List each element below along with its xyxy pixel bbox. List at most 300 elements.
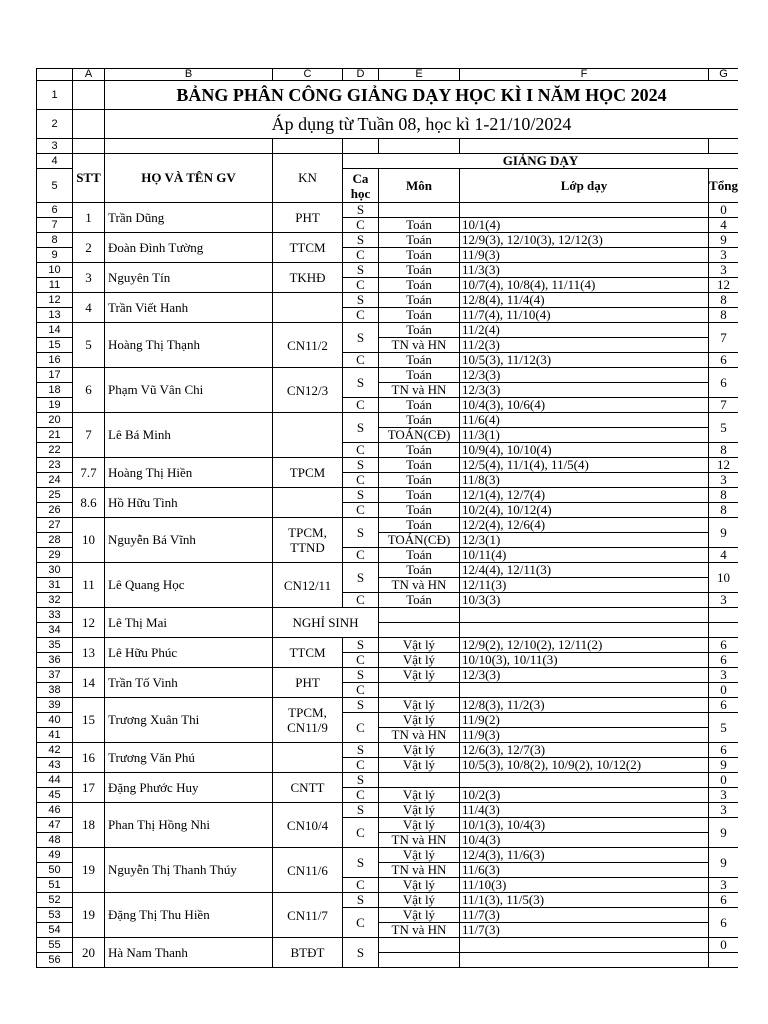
ca-hoc-cell[interactable]: S xyxy=(343,293,379,308)
column-header-c[interactable]: C xyxy=(273,69,343,81)
teacher-stt[interactable]: 10 xyxy=(73,518,105,563)
teacher-stt[interactable]: 2 xyxy=(73,233,105,263)
teacher-name[interactable]: Phan Thị Hồng Nhi xyxy=(105,803,273,848)
cell[interactable] xyxy=(73,110,105,139)
stt-header[interactable]: STT xyxy=(73,154,105,203)
mon-cell[interactable]: Toán xyxy=(379,563,460,578)
teacher-name[interactable]: Lê Thị Mai xyxy=(105,608,273,638)
row-number[interactable]: 6 xyxy=(37,203,73,218)
mon-cell[interactable]: Toán xyxy=(379,293,460,308)
mon-cell[interactable]: TN và HN xyxy=(379,923,460,938)
tong-cell[interactable]: 3 xyxy=(709,248,739,263)
row-number[interactable]: 55 xyxy=(37,938,73,953)
ca-hoc-cell[interactable]: C xyxy=(343,548,379,563)
row-number[interactable]: 4 xyxy=(37,154,73,169)
teacher-stt[interactable]: 4 xyxy=(73,293,105,323)
row-number[interactable]: 7 xyxy=(37,218,73,233)
tong-cell[interactable]: 9 xyxy=(709,518,739,548)
tong-cell[interactable]: 10 xyxy=(709,563,739,593)
ca-hoc-cell[interactable]: C xyxy=(343,398,379,413)
tong-cell[interactable]: 3 xyxy=(709,803,739,818)
ca-hoc-cell[interactable]: C xyxy=(343,683,379,698)
teacher-name[interactable]: Lê Hữu Phúc xyxy=(105,638,273,668)
row-number[interactable]: 24 xyxy=(37,473,73,488)
lop-day-cell[interactable]: 10/1(3), 10/4(3) xyxy=(460,818,709,833)
row-number[interactable]: 17 xyxy=(37,368,73,383)
mon-cell[interactable]: Vật lý xyxy=(379,698,460,713)
mon-cell[interactable]: TN và HN xyxy=(379,338,460,353)
mon-cell[interactable]: Toán xyxy=(379,488,460,503)
cell[interactable] xyxy=(73,139,105,154)
lop-day-cell[interactable]: 12/11(3) xyxy=(460,578,709,593)
name-header[interactable]: HỌ VÀ TÊN GV xyxy=(105,154,273,203)
row-number[interactable]: 35 xyxy=(37,638,73,653)
tong-cell[interactable]: 8 xyxy=(709,443,739,458)
row-number[interactable]: 45 xyxy=(37,788,73,803)
row-number[interactable]: 43 xyxy=(37,758,73,773)
row-number[interactable]: 21 xyxy=(37,428,73,443)
tong-cell[interactable]: 0 xyxy=(709,203,739,218)
teacher-kn[interactable] xyxy=(273,293,343,323)
ca-hoc-cell[interactable]: C xyxy=(343,473,379,488)
row-number[interactable]: 3 xyxy=(37,139,73,154)
ca-hoc-cell[interactable]: C xyxy=(343,248,379,263)
lop-day-cell[interactable] xyxy=(460,953,709,968)
tong-cell[interactable]: 9 xyxy=(709,818,739,848)
ca-hoc-cell[interactable]: S xyxy=(343,893,379,908)
lop-day-cell[interactable]: 11/3(3) xyxy=(460,263,709,278)
lop-day-cell[interactable]: 10/7(4), 10/8(4), 11/11(4) xyxy=(460,278,709,293)
lop-day-cell[interactable]: 12/4(4), 12/11(3) xyxy=(460,563,709,578)
teacher-name[interactable]: Đặng Phước Huy xyxy=(105,773,273,803)
lop-day-cell[interactable] xyxy=(460,203,709,218)
lop-day-cell[interactable]: 10/2(4), 10/12(4) xyxy=(460,503,709,518)
mon-cell[interactable]: Toán xyxy=(379,518,460,533)
teacher-stt[interactable]: 17 xyxy=(73,773,105,803)
lop-day-cell[interactable] xyxy=(460,608,709,623)
row-number[interactable]: 16 xyxy=(37,353,73,368)
tong-cell[interactable] xyxy=(709,608,739,623)
mon-cell[interactable] xyxy=(379,953,460,968)
mon-cell[interactable]: TN và HN xyxy=(379,728,460,743)
ca-hoc-cell[interactable]: S xyxy=(343,803,379,818)
row-number[interactable]: 40 xyxy=(37,713,73,728)
kn-header[interactable]: KN xyxy=(273,154,343,203)
row-number[interactable]: 14 xyxy=(37,323,73,338)
tong-cell[interactable]: 6 xyxy=(709,368,739,398)
cell[interactable] xyxy=(105,139,273,154)
teacher-stt[interactable]: 19 xyxy=(73,893,105,938)
lop-day-cell[interactable]: 12/3(3) xyxy=(460,368,709,383)
mon-cell[interactable] xyxy=(379,683,460,698)
mon-cell[interactable]: Toán xyxy=(379,278,460,293)
ca-hoc-cell[interactable]: S xyxy=(343,638,379,653)
row-number[interactable]: 31 xyxy=(37,578,73,593)
row-number[interactable]: 46 xyxy=(37,803,73,818)
row-number[interactable]: 13 xyxy=(37,308,73,323)
ca-hoc-cell[interactable]: S xyxy=(343,413,379,443)
mon-cell[interactable]: TN và HN xyxy=(379,383,460,398)
tong-cell[interactable]: 6 xyxy=(709,638,739,653)
row-number[interactable]: 32 xyxy=(37,593,73,608)
tong-cell[interactable] xyxy=(709,623,739,638)
tong-cell[interactable]: 6 xyxy=(709,893,739,908)
ca-hoc-cell[interactable]: C xyxy=(343,353,379,368)
mon-cell[interactable]: Toán xyxy=(379,218,460,233)
row-number[interactable]: 23 xyxy=(37,458,73,473)
row-number[interactable]: 22 xyxy=(37,443,73,458)
teacher-name[interactable]: Nguyên Tín xyxy=(105,263,273,293)
row-number[interactable]: 49 xyxy=(37,848,73,863)
column-header-g[interactable]: G xyxy=(709,69,739,81)
teacher-stt[interactable]: 6 xyxy=(73,368,105,413)
lop-day-cell[interactable]: 10/11(4) xyxy=(460,548,709,563)
teacher-name[interactable]: Hồ Hữu Tình xyxy=(105,488,273,518)
tong-cell[interactable]: 5 xyxy=(709,713,739,743)
mon-cell[interactable] xyxy=(379,623,460,638)
lop-day-cell[interactable]: 11/9(3) xyxy=(460,248,709,263)
mon-cell[interactable]: Toán xyxy=(379,323,460,338)
lop-day-cell[interactable]: 12/1(4), 12/7(4) xyxy=(460,488,709,503)
row-number[interactable]: 51 xyxy=(37,878,73,893)
teacher-stt[interactable]: 14 xyxy=(73,668,105,698)
teacher-name[interactable]: Đặng Thị Thu Hiền xyxy=(105,893,273,938)
ca-hoc-cell[interactable]: S xyxy=(343,698,379,713)
column-header-b[interactable]: B xyxy=(105,69,273,81)
mon-cell[interactable]: Vật lý xyxy=(379,713,460,728)
lop-day-cell[interactable]: 12/3(1) xyxy=(460,533,709,548)
mon-cell[interactable]: Vật lý xyxy=(379,803,460,818)
teacher-name[interactable]: Đoàn Đình Tường xyxy=(105,233,273,263)
row-number[interactable]: 52 xyxy=(37,893,73,908)
mon-cell[interactable]: Toán xyxy=(379,503,460,518)
lop-day-cell[interactable]: 11/8(3) xyxy=(460,473,709,488)
tong-cell[interactable]: 8 xyxy=(709,308,739,323)
teacher-name[interactable]: Hoàng Thị Thạnh xyxy=(105,323,273,368)
tong-cell[interactable] xyxy=(709,953,739,968)
cell[interactable] xyxy=(73,81,105,110)
teacher-kn[interactable]: PHT xyxy=(273,203,343,233)
mon-cell[interactable]: Vật lý xyxy=(379,908,460,923)
tong-cell[interactable]: 0 xyxy=(709,938,739,953)
lop-day-cell[interactable] xyxy=(460,773,709,788)
ca-hoc-cell[interactable]: S xyxy=(343,668,379,683)
lop-day-cell[interactable]: 11/7(3) xyxy=(460,908,709,923)
teacher-stt[interactable]: 20 xyxy=(73,938,105,968)
lop-day-cell[interactable]: 10/5(3), 10/8(2), 10/9(2), 10/12(2) xyxy=(460,758,709,773)
mon-cell[interactable]: Toán xyxy=(379,248,460,263)
lop-day-cell[interactable]: 12/8(3), 11/2(3) xyxy=(460,698,709,713)
teacher-kn[interactable]: TTCM xyxy=(273,233,343,263)
ca-hoc-cell[interactable]: C xyxy=(343,443,379,458)
row-number[interactable]: 11 xyxy=(37,278,73,293)
teacher-kn[interactable]: NGHỈ SINH xyxy=(273,608,379,638)
teacher-name[interactable]: Hà Nam Thanh xyxy=(105,938,273,968)
teacher-stt[interactable]: 11 xyxy=(73,563,105,608)
teacher-name[interactable]: Trương Văn Phú xyxy=(105,743,273,773)
sheet-subtitle[interactable]: Áp dụng từ Tuần 08, học kì 1-21/10/2024 xyxy=(105,110,739,139)
row-number[interactable]: 44 xyxy=(37,773,73,788)
mon-cell[interactable] xyxy=(379,608,460,623)
teacher-kn[interactable] xyxy=(273,743,343,773)
row-number[interactable]: 28 xyxy=(37,533,73,548)
ca-hoc-cell[interactable]: S xyxy=(343,848,379,878)
row-number[interactable]: 30 xyxy=(37,563,73,578)
teacher-stt[interactable]: 18 xyxy=(73,803,105,848)
mon-cell[interactable]: Toán xyxy=(379,263,460,278)
ca-hoc-cell[interactable]: C xyxy=(343,788,379,803)
ca-hoc-cell[interactable]: C xyxy=(343,758,379,773)
ca-hoc-cell[interactable]: C xyxy=(343,218,379,233)
teacher-kn[interactable]: CN11/6 xyxy=(273,848,343,893)
lop-day-cell[interactable]: 11/4(3) xyxy=(460,803,709,818)
cell[interactable] xyxy=(343,139,379,154)
teacher-kn[interactable]: CN10/4 xyxy=(273,803,343,848)
tong-cell[interactable]: 12 xyxy=(709,278,739,293)
mon-cell[interactable]: Vật lý xyxy=(379,878,460,893)
tong-cell[interactable]: 8 xyxy=(709,293,739,308)
lop-day-cell[interactable]: 10/10(3), 10/11(3) xyxy=(460,653,709,668)
row-number[interactable]: 41 xyxy=(37,728,73,743)
lop-day-cell[interactable]: 12/5(4), 11/1(4), 11/5(4) xyxy=(460,458,709,473)
row-number[interactable]: 5 xyxy=(37,169,73,203)
mon-cell[interactable]: Vật lý xyxy=(379,818,460,833)
teacher-kn[interactable]: TPCM, CN11/9 xyxy=(273,698,343,743)
mon-cell[interactable]: Toán xyxy=(379,398,460,413)
row-number[interactable]: 2 xyxy=(37,110,73,139)
mon-cell[interactable]: Vật lý xyxy=(379,848,460,863)
lop-day-cell[interactable]: 11/10(3) xyxy=(460,878,709,893)
row-number[interactable]: 54 xyxy=(37,923,73,938)
tong-cell[interactable]: 6 xyxy=(709,743,739,758)
row-number[interactable]: 34 xyxy=(37,623,73,638)
tong-cell[interactable]: 9 xyxy=(709,233,739,248)
ca-hoc-header[interactable]: Ca học xyxy=(343,169,379,203)
mon-cell[interactable]: Toán xyxy=(379,443,460,458)
row-number[interactable]: 12 xyxy=(37,293,73,308)
lop-day-cell[interactable]: 11/9(3) xyxy=(460,728,709,743)
lop-day-cell[interactable]: 11/3(1) xyxy=(460,428,709,443)
cell[interactable] xyxy=(460,139,709,154)
teacher-stt[interactable]: 7.7 xyxy=(73,458,105,488)
ca-hoc-cell[interactable]: S xyxy=(343,938,379,968)
row-number[interactable]: 18 xyxy=(37,383,73,398)
mon-cell[interactable]: Vật lý xyxy=(379,668,460,683)
ca-hoc-cell[interactable]: S xyxy=(343,368,379,398)
teacher-kn[interactable] xyxy=(273,488,343,518)
lop-day-cell[interactable]: 11/2(4) xyxy=(460,323,709,338)
row-number[interactable]: 1 xyxy=(37,81,73,110)
tong-cell[interactable]: 4 xyxy=(709,548,739,563)
tong-cell[interactable]: 3 xyxy=(709,668,739,683)
mon-cell[interactable]: TN và HN xyxy=(379,578,460,593)
ca-hoc-cell[interactable]: C xyxy=(343,713,379,743)
row-number[interactable]: 9 xyxy=(37,248,73,263)
ca-hoc-cell[interactable]: C xyxy=(343,878,379,893)
tong-cell[interactable]: 9 xyxy=(709,848,739,878)
teacher-kn[interactable]: PHT xyxy=(273,668,343,698)
lop-day-cell[interactable]: 11/6(4) xyxy=(460,413,709,428)
mon-cell[interactable]: TOÁN(CĐ) xyxy=(379,533,460,548)
column-header-e[interactable]: E xyxy=(379,69,460,81)
teacher-stt[interactable]: 16 xyxy=(73,743,105,773)
mon-cell[interactable]: Toán xyxy=(379,473,460,488)
tong-cell[interactable]: 6 xyxy=(709,698,739,713)
ca-hoc-cell[interactable]: C xyxy=(343,818,379,848)
row-number[interactable]: 8 xyxy=(37,233,73,248)
lop-day-cell[interactable]: 12/8(4), 11/4(4) xyxy=(460,293,709,308)
lop-day-cell[interactable]: 10/5(3), 11/12(3) xyxy=(460,353,709,368)
teacher-stt[interactable]: 19 xyxy=(73,848,105,893)
row-number[interactable]: 25 xyxy=(37,488,73,503)
teacher-stt[interactable]: 13 xyxy=(73,638,105,668)
lop-day-header[interactable]: Lớp dạy xyxy=(460,169,709,203)
teacher-kn[interactable]: BTĐT xyxy=(273,938,343,968)
lop-day-cell[interactable]: 10/3(3) xyxy=(460,593,709,608)
teacher-stt[interactable]: 5 xyxy=(73,323,105,368)
lop-day-cell[interactable]: 10/4(3), 10/6(4) xyxy=(460,398,709,413)
cell[interactable] xyxy=(273,139,343,154)
lop-day-cell[interactable]: 11/6(3) xyxy=(460,863,709,878)
mon-cell[interactable]: Toán xyxy=(379,458,460,473)
mon-cell[interactable]: Vật lý xyxy=(379,638,460,653)
lop-day-cell[interactable]: 12/9(2), 12/10(2), 12/11(2) xyxy=(460,638,709,653)
lop-day-cell[interactable]: 12/9(3), 12/10(3), 12/12(3) xyxy=(460,233,709,248)
ca-hoc-cell[interactable]: S xyxy=(343,773,379,788)
ca-hoc-cell[interactable]: C xyxy=(343,308,379,323)
tong-cell[interactable]: 3 xyxy=(709,263,739,278)
teacher-name[interactable]: Lê Bá Minh xyxy=(105,413,273,458)
tong-cell[interactable]: 9 xyxy=(709,758,739,773)
sheet-title[interactable]: BẢNG PHÂN CÔNG GIẢNG DẠY HỌC KÌ I NĂM HỌC 2024 xyxy=(105,81,739,110)
row-number[interactable]: 37 xyxy=(37,668,73,683)
lop-day-cell[interactable]: 11/7(3) xyxy=(460,923,709,938)
row-number[interactable]: 29 xyxy=(37,548,73,563)
row-number[interactable]: 10 xyxy=(37,263,73,278)
column-header-f[interactable]: F xyxy=(460,69,709,81)
mon-cell[interactable]: TN và HN xyxy=(379,863,460,878)
row-number[interactable]: 27 xyxy=(37,518,73,533)
lop-day-cell[interactable]: 10/4(3) xyxy=(460,833,709,848)
mon-cell[interactable]: Vật lý xyxy=(379,743,460,758)
mon-cell[interactable]: Toán xyxy=(379,233,460,248)
row-number[interactable]: 39 xyxy=(37,698,73,713)
column-header-a[interactable]: A xyxy=(73,69,105,81)
tong-cell[interactable]: 7 xyxy=(709,398,739,413)
lop-day-cell[interactable] xyxy=(460,938,709,953)
row-number[interactable]: 38 xyxy=(37,683,73,698)
ca-hoc-cell[interactable]: S xyxy=(343,458,379,473)
lop-day-cell[interactable] xyxy=(460,683,709,698)
teacher-name[interactable]: Trương Xuân Thi xyxy=(105,698,273,743)
ca-hoc-cell[interactable]: S xyxy=(343,263,379,278)
teaching-group-header[interactable]: GIẢNG DẠY xyxy=(343,154,739,169)
column-header-d[interactable]: D xyxy=(343,69,379,81)
lop-day-cell[interactable]: 11/1(3), 11/5(3) xyxy=(460,893,709,908)
mon-cell[interactable]: Toán xyxy=(379,413,460,428)
teacher-name[interactable]: Trần Tố Vinh xyxy=(105,668,273,698)
teacher-stt[interactable]: 12 xyxy=(73,608,105,638)
ca-hoc-cell[interactable]: S xyxy=(343,563,379,593)
mon-cell[interactable] xyxy=(379,203,460,218)
tong-cell[interactable]: 3 xyxy=(709,473,739,488)
teacher-name[interactable]: Lê Quang Học xyxy=(105,563,273,608)
teacher-stt[interactable]: 3 xyxy=(73,263,105,293)
teacher-name[interactable]: Trần Viết Hanh xyxy=(105,293,273,323)
ca-hoc-cell[interactable]: S xyxy=(343,518,379,548)
mon-cell[interactable]: Toán xyxy=(379,548,460,563)
mon-cell[interactable]: Vật lý xyxy=(379,653,460,668)
teacher-kn[interactable]: CN11/2 xyxy=(273,323,343,368)
ca-hoc-cell[interactable]: S xyxy=(343,743,379,758)
teacher-stt[interactable]: 8.6 xyxy=(73,488,105,518)
ca-hoc-cell[interactable]: C xyxy=(343,653,379,668)
tong-cell[interactable]: 6 xyxy=(709,908,739,938)
teacher-stt[interactable]: 1 xyxy=(73,203,105,233)
row-number[interactable]: 50 xyxy=(37,863,73,878)
ca-hoc-cell[interactable]: S xyxy=(343,488,379,503)
mon-cell[interactable] xyxy=(379,938,460,953)
ca-hoc-cell[interactable]: S xyxy=(343,233,379,248)
mon-cell[interactable]: Vật lý xyxy=(379,788,460,803)
ca-hoc-cell[interactable]: S xyxy=(343,203,379,218)
row-number[interactable]: 56 xyxy=(37,953,73,968)
tong-cell[interactable]: 0 xyxy=(709,683,739,698)
lop-day-cell[interactable]: 10/2(3) xyxy=(460,788,709,803)
teacher-name[interactable]: Trần Dũng xyxy=(105,203,273,233)
lop-day-cell[interactable]: 10/9(4), 10/10(4) xyxy=(460,443,709,458)
lop-day-cell[interactable] xyxy=(460,623,709,638)
teacher-name[interactable]: Phạm Vũ Vân Chi xyxy=(105,368,273,413)
teacher-kn[interactable]: CNTT xyxy=(273,773,343,803)
row-number[interactable]: 53 xyxy=(37,908,73,923)
mon-cell[interactable]: Toán xyxy=(379,368,460,383)
tong-cell[interactable]: 8 xyxy=(709,488,739,503)
mon-header[interactable]: Môn xyxy=(379,169,460,203)
mon-cell[interactable] xyxy=(379,773,460,788)
cell[interactable] xyxy=(709,139,739,154)
teacher-name[interactable]: Nguyễn Thị Thanh Thúy xyxy=(105,848,273,893)
lop-day-cell[interactable]: 11/2(3) xyxy=(460,338,709,353)
row-number[interactable]: 47 xyxy=(37,818,73,833)
mon-cell[interactable]: TN và HN xyxy=(379,833,460,848)
tong-cell[interactable]: 5 xyxy=(709,413,739,443)
teacher-kn[interactable]: CN12/3 xyxy=(273,368,343,413)
row-number[interactable]: 48 xyxy=(37,833,73,848)
teacher-kn[interactable]: TKHĐ xyxy=(273,263,343,293)
tong-cell[interactable]: 4 xyxy=(709,218,739,233)
lop-day-cell[interactable]: 10/1(4) xyxy=(460,218,709,233)
row-number[interactable]: 33 xyxy=(37,608,73,623)
mon-cell[interactable]: Toán xyxy=(379,308,460,323)
mon-cell[interactable]: Vật lý xyxy=(379,893,460,908)
teacher-name[interactable]: Hoàng Thị Hiền xyxy=(105,458,273,488)
ca-hoc-cell[interactable]: C xyxy=(343,593,379,608)
lop-day-cell[interactable]: 12/3(3) xyxy=(460,668,709,683)
row-number[interactable]: 19 xyxy=(37,398,73,413)
lop-day-cell[interactable]: 11/7(4), 11/10(4) xyxy=(460,308,709,323)
ca-hoc-cell[interactable]: C xyxy=(343,278,379,293)
ca-hoc-cell[interactable]: C xyxy=(343,908,379,938)
row-number[interactable]: 36 xyxy=(37,653,73,668)
lop-day-cell[interactable]: 12/6(3), 12/7(3) xyxy=(460,743,709,758)
mon-cell[interactable]: TOÁN(CĐ) xyxy=(379,428,460,443)
lop-day-cell[interactable]: 12/2(4), 12/6(4) xyxy=(460,518,709,533)
lop-day-cell[interactable]: 12/3(3) xyxy=(460,383,709,398)
row-number[interactable]: 20 xyxy=(37,413,73,428)
tong-cell[interactable]: 6 xyxy=(709,653,739,668)
tong-cell[interactable]: 3 xyxy=(709,593,739,608)
